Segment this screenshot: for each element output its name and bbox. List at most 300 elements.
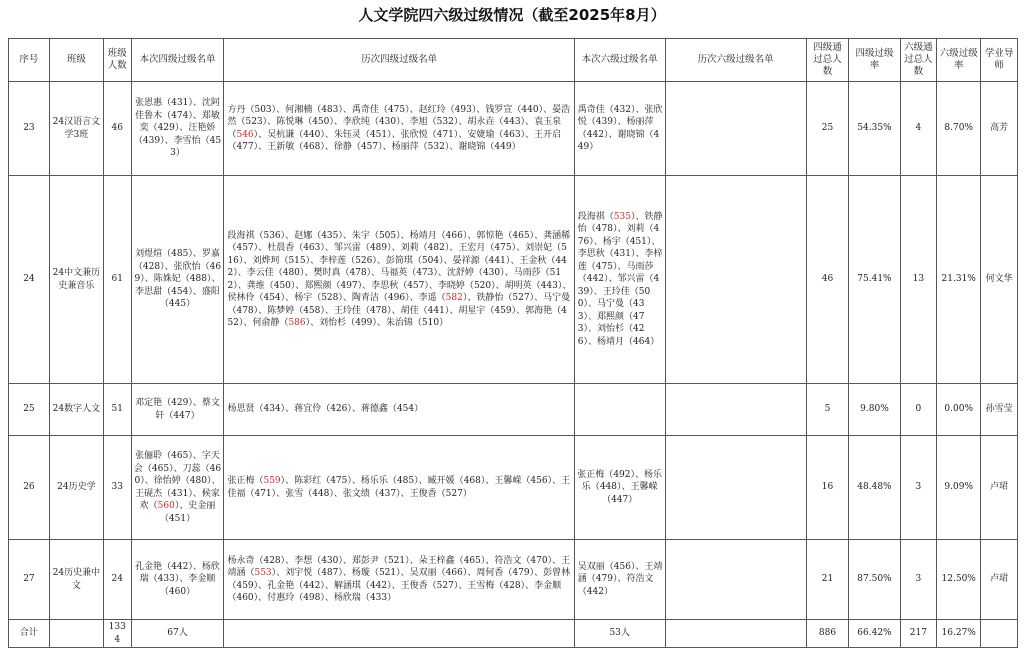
score: 478 <box>369 305 388 316</box>
score: 440 <box>521 104 539 115</box>
name-entry: 杨靖月（464） <box>597 336 660 347</box>
score: 460 <box>236 593 254 603</box>
score: 560 <box>157 501 175 511</box>
score: 431 <box>613 249 631 260</box>
score: 453 <box>170 135 222 159</box>
score: 478 <box>349 268 367 278</box>
name-entry: 刘莉（482） <box>400 243 450 253</box>
name-entry: 马雨莎（512） <box>227 268 562 291</box>
score: 457 <box>360 142 379 152</box>
score: 465 <box>151 463 170 474</box>
score: 442 <box>586 586 604 597</box>
score: 445 <box>168 299 187 310</box>
score: 459 <box>236 580 254 591</box>
cell-cet6-rate: 8.70% <box>937 82 981 176</box>
name-entry: 段海祺（535） <box>577 211 636 222</box>
header-cet4-hist: 历次四级过级名单 <box>224 39 574 82</box>
name-entry: 符浩文（470） <box>494 555 553 566</box>
name-entry: 张欣悦（439） <box>577 104 663 127</box>
score: 433 <box>577 299 645 322</box>
score: 442 <box>369 580 388 591</box>
score: 469 <box>134 261 222 285</box>
score: 440 <box>303 129 321 140</box>
cell-cet6-total: 4 <box>900 82 937 176</box>
score: 487 <box>321 568 339 578</box>
score: 497 <box>340 280 358 291</box>
name-entry: 杨永奇（428） <box>227 555 286 566</box>
total-cet6-hist <box>665 620 806 648</box>
name-entry: 朱治锦（510） <box>385 318 449 328</box>
cell-cet6-hist <box>665 176 806 384</box>
score: 479 <box>512 568 530 578</box>
total-cet6-this: 53人 <box>574 620 665 648</box>
name-entry: 陈悦琳（450） <box>276 117 334 127</box>
name-entry: 罗嘉（428） <box>133 249 220 272</box>
name-entry: 王开启（477） <box>227 129 562 152</box>
score: 454 <box>396 404 415 415</box>
cell-cet6-rate: 12.50% <box>937 540 981 620</box>
name-entry: 刘崇妃（516） <box>227 243 567 266</box>
name-entry: 李思秋（431） <box>577 249 636 260</box>
score: 480 <box>282 268 300 278</box>
name-entry: 张文绩（437） <box>342 488 401 499</box>
total-cet4-rate: 66.42% <box>849 620 900 648</box>
score: 546 <box>236 129 254 140</box>
score: 454 <box>171 286 189 297</box>
name-entry: 龚涵稀（457） <box>227 230 571 253</box>
name-entry: 赵红玲（493） <box>418 104 477 115</box>
score: 492 <box>613 469 631 480</box>
score: 431 <box>171 488 189 499</box>
name-entry: 王俊香（527） <box>400 580 459 591</box>
name-entry: 刘宇悦（487） <box>285 568 343 578</box>
score: 470 <box>530 555 548 566</box>
score: 439 <box>595 117 613 127</box>
name-entry: 刀蕊（460） <box>134 463 222 486</box>
name-entry: 铁静怡（527） <box>476 293 535 303</box>
score: 582 <box>445 293 463 303</box>
score: 433 <box>157 574 175 585</box>
cell-cet6-total: 3 <box>900 436 937 540</box>
name-entry: 王靖涵（479） <box>577 561 663 585</box>
cell-cet4-total: 5 <box>806 384 849 436</box>
score: 526 <box>355 255 373 266</box>
score: 499 <box>355 318 373 328</box>
cell-cet4-hist: 段海祺（536）、赵娜（435）、朱宇（505）、杨靖月（466）、郭惊艳（465）、龚涵稀（457）、杜晨香（463）、邹兴雷（489）、刘莉（482）、王宏月（475）、刘崇妃（516）、刘烨珂（515）、李梓莲（526）、彭简琪（504）、晏祥源（441）、王金秋（442）、李云佳（480）、樊时真（478）、马福英（473）、沈舒婷（430）、马雨莎（512）、龚维（450）、郑熙颜（497）、李思秋（457）、李晓婷（520）、胡明英（443）、侯林伶（454）、杨宇（528）、陶青洁（496）、李遥（582）、铁静怡（527）、马宁曼（478）、陈梦婷（458）、王玲佳（478）、胡佳（441）、胡星宇（459）、郭海艳（452）、何俞静（586）、刘怡杉（499）、朱治锦（510） <box>224 176 574 384</box>
cell-cet4-rate: 87.50% <box>849 540 900 620</box>
name-entry: 杨靖月（466） <box>409 230 468 241</box>
table-body <box>9 82 1018 648</box>
name-entry: 胡佳（441） <box>400 305 450 316</box>
name-entry: 郭惊艳（465） <box>476 230 535 241</box>
name-entry: 符浩文（442） <box>577 574 654 597</box>
name-entry: 杜晨香（463） <box>267 243 325 253</box>
name-entry: 蔡文轩（447） <box>155 398 220 421</box>
score: 442 <box>586 274 604 285</box>
name-entry: 吴杭谦（440） <box>267 129 325 140</box>
name-entry: 朱钰灵（451） <box>333 129 392 140</box>
score: 437 <box>378 488 397 499</box>
cell-seq: 27 <box>9 540 50 620</box>
header-cet4-total: 四级通过总人数 <box>806 39 849 82</box>
name-entry: 汪艳娇（439） <box>133 123 216 146</box>
name-entry: 刘怡杉（499） <box>319 318 377 328</box>
name-entry: 郑彭尹（521） <box>351 555 410 566</box>
score: 503 <box>254 104 272 115</box>
cell-class: 24历史兼中文 <box>49 540 103 620</box>
score: 475 <box>330 476 348 486</box>
cell-cet6-this: 禹奇佳（432）、张欣悦（439）、杨丽萍（442）、谢晓锦（449） <box>574 82 665 176</box>
score: 465 <box>171 451 189 461</box>
score: 457 <box>407 280 425 291</box>
cell-cet4-rate: 54.35% <box>849 82 900 176</box>
score: 447 <box>173 410 191 421</box>
score: 482 <box>427 243 445 253</box>
name-entry: 陈姝妃（488） <box>153 274 212 285</box>
score: 516 <box>227 243 567 266</box>
cell-cet4-rate: 9.80% <box>849 384 900 436</box>
name-entry: 周何香（479） <box>476 568 535 578</box>
name-entry: 杨欣瑞（433） <box>139 561 220 585</box>
cell-cet4-total: 46 <box>806 176 849 384</box>
total-cet4-total: 886 <box>806 620 849 648</box>
name-entry: 杨丽萍（442） <box>577 117 654 140</box>
name-entry: 龚维（450） <box>246 280 296 291</box>
score: 431 <box>171 98 189 109</box>
cell-cet6-total: 13 <box>900 176 937 384</box>
name-entry: 蒋宜伶（426） <box>294 404 352 415</box>
name-entry: 徐静（457） <box>333 142 383 152</box>
name-entry: 王玲佳（478） <box>333 305 392 316</box>
score: 442 <box>303 580 321 591</box>
name-entry: 邹兴雷（439） <box>577 274 660 297</box>
name-entry: 杨丽萍（532） <box>391 142 450 152</box>
name-entry: 张俪聆（465） <box>135 451 193 461</box>
total-cet4-hist <box>224 620 574 648</box>
score: 532 <box>427 142 445 152</box>
score: 478 <box>595 224 613 235</box>
score: 468 <box>303 142 321 152</box>
name-entry: 李旭（532） <box>409 117 459 127</box>
score: 523 <box>245 117 263 127</box>
score: 520 <box>473 280 492 291</box>
score: 430 <box>378 117 397 127</box>
header-cet6-hist: 历次六级过级名单 <box>665 39 806 82</box>
name-entry: 李欣纯（430） <box>342 117 401 127</box>
cell-tutor: 高芳 <box>981 82 1018 176</box>
cell-cet4-hist: 张正梅（559）、陈彩红（475）、杨乐乐（485）、臧开媛（468）、王馨嵘（456）、王佳福（471）、张雪（448）、张文绩（437）、王俊香（527） <box>224 436 574 540</box>
name-entry: 吴双丽（466） <box>409 568 468 578</box>
score: 452 <box>227 305 567 328</box>
name-entry: 蒋德鑫（454） <box>360 404 424 415</box>
name-entry: 吴双丽（456） <box>577 561 636 572</box>
name-entry: 邹兴雷（489） <box>333 243 392 253</box>
header-cet4-this: 本次四级过级名单 <box>131 39 224 82</box>
name-entry: 谢晓锦（449） <box>458 142 521 152</box>
score: 553 <box>254 568 272 578</box>
score: 432 <box>613 104 631 115</box>
score: 475 <box>387 104 406 115</box>
name-entry: 陶青洁（496） <box>351 293 410 303</box>
name-entry: 赵娜（435） <box>294 230 343 241</box>
cell-cet4-rate: 48.48% <box>849 436 900 540</box>
name-entry: 王雪梅（428） <box>467 580 526 591</box>
score: 434 <box>263 404 281 415</box>
score: 442 <box>171 561 189 572</box>
score: 442 <box>586 129 604 140</box>
cell-cet4-total: 21 <box>806 540 849 620</box>
name-entry: 邓定艳（429） <box>135 398 193 408</box>
name-entry: 张雪（448） <box>285 488 334 499</box>
name-entry: 郑熙颜（497） <box>304 280 363 291</box>
name-entry: 杨宇（451） <box>602 236 652 247</box>
name-entry: 张恩惠（431） <box>135 98 193 109</box>
score: 456 <box>613 561 631 572</box>
score: 429 <box>157 123 175 134</box>
cell-size: 46 <box>103 82 131 176</box>
name-entry: 胡明英（443） <box>504 280 563 291</box>
name-entry: 王砚杰（431） <box>135 488 193 499</box>
name-entry: 禹奇佳（475） <box>351 104 410 115</box>
score: 504 <box>421 255 440 266</box>
score: 528 <box>321 293 339 303</box>
score: 428 <box>142 261 161 272</box>
total-cet4-this: 67人 <box>131 620 224 648</box>
score: 454 <box>263 293 281 303</box>
name-entry: 李遥（582） <box>418 293 468 303</box>
name-entry: 李晓婷（520） <box>437 280 496 291</box>
name-entry: 晏祥源（441） <box>452 255 511 266</box>
score: 443 <box>540 280 558 291</box>
name-entry: 王新敏（468） <box>267 142 325 152</box>
name-entry: 王俊香（527） <box>409 488 472 499</box>
total-size: 1334 <box>103 620 131 648</box>
name-entry: 王馨嵘（447） <box>602 482 658 505</box>
name-entry: 李云佳（480） <box>246 268 305 278</box>
name-entry: 解涵琪（442） <box>333 580 392 591</box>
name-entry: 刘怡杉（426） <box>577 324 645 347</box>
score: 448 <box>312 488 330 499</box>
score: 435 <box>321 230 339 241</box>
name-entry: 张欣怡（469） <box>134 261 222 285</box>
cell-tutor: 卢珺 <box>981 436 1018 540</box>
name-entry: 杨乐乐（448） <box>581 469 663 493</box>
name-entry: 杨思贤（434） <box>227 404 286 415</box>
score: 430 <box>482 268 501 278</box>
name-entry: 马福英（473） <box>380 268 438 278</box>
header-cet4-rate: 四级过级率 <box>849 39 900 82</box>
score: 448 <box>599 482 617 493</box>
score: 478 <box>236 305 254 316</box>
total-tutor <box>981 620 1018 648</box>
score: 463 <box>303 243 321 253</box>
score: 466 <box>445 568 463 578</box>
score: 475 <box>494 243 512 253</box>
name-entry: 李想（430） <box>294 555 343 566</box>
name-entry: 陈梦婷（458） <box>267 305 325 316</box>
cell-seq: 26 <box>9 436 50 540</box>
cell-cet4-this: 刘煜煊（485）、罗嘉（428）、张欣怡（469）、陈姝妃（488）、李思甜（454）、盛阳（445） <box>131 176 224 384</box>
score: 473 <box>577 311 645 335</box>
score: 473 <box>416 268 434 278</box>
name-entry: 李梓莲（526） <box>319 255 377 266</box>
score: 477 <box>236 142 254 152</box>
score: 521 <box>378 568 397 578</box>
name-entry: 胡永垚（443） <box>467 117 526 127</box>
score: 471 <box>254 488 272 499</box>
cell-cet4-this: 孔金艳（442）、杨欣瑞（433）、李金顺（460） <box>131 540 224 620</box>
name-entry: 钱罗宣（440） <box>485 104 544 115</box>
score: 451 <box>369 129 388 140</box>
score: 485 <box>171 249 189 260</box>
score: 527 <box>436 580 454 591</box>
name-entry: 禹奇佳（432） <box>577 104 636 115</box>
name-entry: 刘煜煊（485） <box>135 249 193 260</box>
score: 485 <box>396 476 415 486</box>
cell-cet6-rate: 0.00% <box>937 384 981 436</box>
cell-cet6-this <box>574 384 665 436</box>
name-entry: 郑敏奕（429） <box>139 110 220 134</box>
cell-cet6-hist <box>665 384 806 436</box>
name-entry: 沈舒婷（430） <box>446 268 505 278</box>
score: 496 <box>387 293 406 303</box>
name-entry: 王宏月（475） <box>458 243 517 253</box>
score: 532 <box>436 117 454 127</box>
cell-cet6-hist <box>665 82 806 176</box>
score: 456 <box>530 476 548 486</box>
cell-cet4-hist: 杨思贤（434）、蒋宜伶（426）、蒋德鑫（454） <box>224 384 574 436</box>
cell-cet6-hist <box>665 540 806 620</box>
name-entry: 晏浩然（523） <box>227 104 571 127</box>
score: 458 <box>303 305 321 316</box>
header-seq: 序号 <box>9 39 50 82</box>
name-entry: 刘莉（476） <box>577 224 660 247</box>
score: 449 <box>577 129 660 152</box>
cell-size: 24 <box>103 540 131 620</box>
name-entry: 彭简琪（504） <box>385 255 444 266</box>
score: 449 <box>494 142 512 152</box>
cell-cet4-this: 张恩惠（431）、沈阿佳鲁木（474）、郑敏奕（429）、汪艳娇（439）、李雪怡（453） <box>131 82 224 176</box>
score: 464 <box>633 336 651 347</box>
name-entry: 候家欢（560） <box>139 488 220 511</box>
name-entry: 侯林伶（454） <box>227 293 286 303</box>
score: 428 <box>263 555 281 566</box>
table-row <box>9 436 1018 540</box>
score: 451 <box>168 513 187 524</box>
header-cet6-rate: 六级过级率 <box>937 39 981 82</box>
name-entry: 杨欣瑞（433） <box>333 593 397 603</box>
cell-cet4-total: 16 <box>806 436 849 540</box>
score: 515 <box>288 255 306 266</box>
header-cet6-total: 六级通过总人数 <box>900 39 937 82</box>
name-entry: 王玲佳（500） <box>577 286 651 310</box>
name-entry: 何湘楠（483） <box>285 104 343 115</box>
name-entry: 胡星宇（459） <box>458 305 517 316</box>
name-entry: 杨璇（521） <box>351 568 401 578</box>
cell-size: 61 <box>103 176 131 384</box>
name-entry: 彭曾林（459） <box>227 568 571 591</box>
cell-size: 51 <box>103 384 131 436</box>
table-row <box>9 384 1018 436</box>
score: 430 <box>321 555 339 566</box>
cell-cet4-rate: 75.41% <box>849 176 900 384</box>
cell-class: 24中文兼历史兼音乐 <box>49 176 103 384</box>
cell-cet4-hist: 杨永奇（428）、李想（430）、郑彭尹（521）、朵王梓鑫（465）、符浩文（470）、王靖涵（553）、刘宇悦（487）、杨璇（521）、吴双丽（466）、周何香（479）、彭曾林（459）、孔金艳（442）、解涵琪（442）、王俊香（527）、王雪梅（428）、李金顺（460）、付惠玲（498）、杨欣瑞（433） <box>224 540 574 620</box>
cell-cet6-total: 3 <box>900 540 937 620</box>
name-entry: 付惠玲（498） <box>267 593 325 603</box>
name-entry: 郭海艳（452） <box>227 305 567 328</box>
score: 471 <box>436 129 454 140</box>
name-entry: 孔金艳（442） <box>135 561 193 572</box>
name-entry: 徐怡婷（480） <box>153 476 212 486</box>
cell-cet4-this: 邓定艳（429）、蔡文轩（447） <box>131 384 224 436</box>
score: 536 <box>263 230 281 241</box>
score: 450 <box>273 280 291 291</box>
score: 468 <box>463 476 481 486</box>
score: 500 <box>577 286 651 310</box>
cet-pass-table <box>8 38 1018 648</box>
header-class: 班级 <box>49 39 103 82</box>
name-entry: 袁玉泉（546） <box>227 117 562 140</box>
score: 475 <box>595 261 613 272</box>
score: 439 <box>142 135 161 146</box>
name-entry: 王金秋（442） <box>227 255 567 278</box>
name-entry: 樊时真（478） <box>313 268 372 278</box>
name-entry: 郑熙颜（473） <box>577 311 645 335</box>
name-entry: 马雨莎（442） <box>577 261 654 285</box>
name-entry: 沈阿佳鲁木（474） <box>135 98 220 121</box>
score: 428 <box>503 580 521 591</box>
cell-cet4-total: 25 <box>806 82 849 176</box>
score: 559 <box>263 476 281 486</box>
score: 459 <box>494 305 512 316</box>
name-entry: 方丹（503） <box>227 104 277 115</box>
cell-cet6-rate: 21.31% <box>937 176 981 384</box>
score: 457 <box>236 243 254 253</box>
name-entry: 李思甜（454） <box>135 286 193 297</box>
score: 480 <box>189 476 207 486</box>
score: 439 <box>577 274 660 297</box>
name-entry: 史金丽（451） <box>159 501 216 524</box>
cell-cet4-hist: 方丹（503）、何湘楠（483）、禹奇佳（475）、赵红玲（493）、钱罗宣（440）、晏浩然（523）、陈悦琳（450）、李欣纯（430）、李旭（532）、胡永垚（443）、袁玉泉（546）、吴杭谦（440）、朱钰灵（451）、张欣悦（471）、安婕瑜（463）、王开启（477）、王新敏（468）、徐静（457）、杨丽萍（532）、谢晓锦（449） <box>224 82 574 176</box>
table-row <box>9 176 1018 384</box>
header-row <box>9 39 1018 82</box>
total-cet6-rate: 16.27% <box>937 620 981 648</box>
score: 433 <box>369 593 388 603</box>
name-entry: 安婕瑜（463） <box>467 129 526 140</box>
name-entry: 马宁曼（433） <box>577 299 645 322</box>
score: 498 <box>303 593 321 603</box>
score: 493 <box>454 104 472 115</box>
cell-seq: 23 <box>9 82 50 176</box>
header-tutor: 学业导师 <box>981 39 1018 82</box>
score: 466 <box>445 230 463 241</box>
name-entry: 李思秋（457） <box>371 280 429 291</box>
name-entry: 张正梅（492） <box>577 469 636 480</box>
name-entry: 段海祺（536） <box>227 230 286 241</box>
score: 474 <box>171 110 189 121</box>
score: 447 <box>611 494 629 505</box>
name-entry: 王靖涵（553） <box>227 555 571 578</box>
cell-tutor: 何文华 <box>981 176 1018 384</box>
name-entry: 李梓莲（475） <box>577 249 663 272</box>
name-entry: 字天会（465） <box>133 451 220 474</box>
score: 479 <box>595 574 613 585</box>
name-entry: 臧开媛（468） <box>427 476 486 486</box>
name-entry: 何俞静（586） <box>252 318 311 328</box>
score: 505 <box>378 230 397 241</box>
name-entry: 谢晓锦（449） <box>577 129 660 152</box>
